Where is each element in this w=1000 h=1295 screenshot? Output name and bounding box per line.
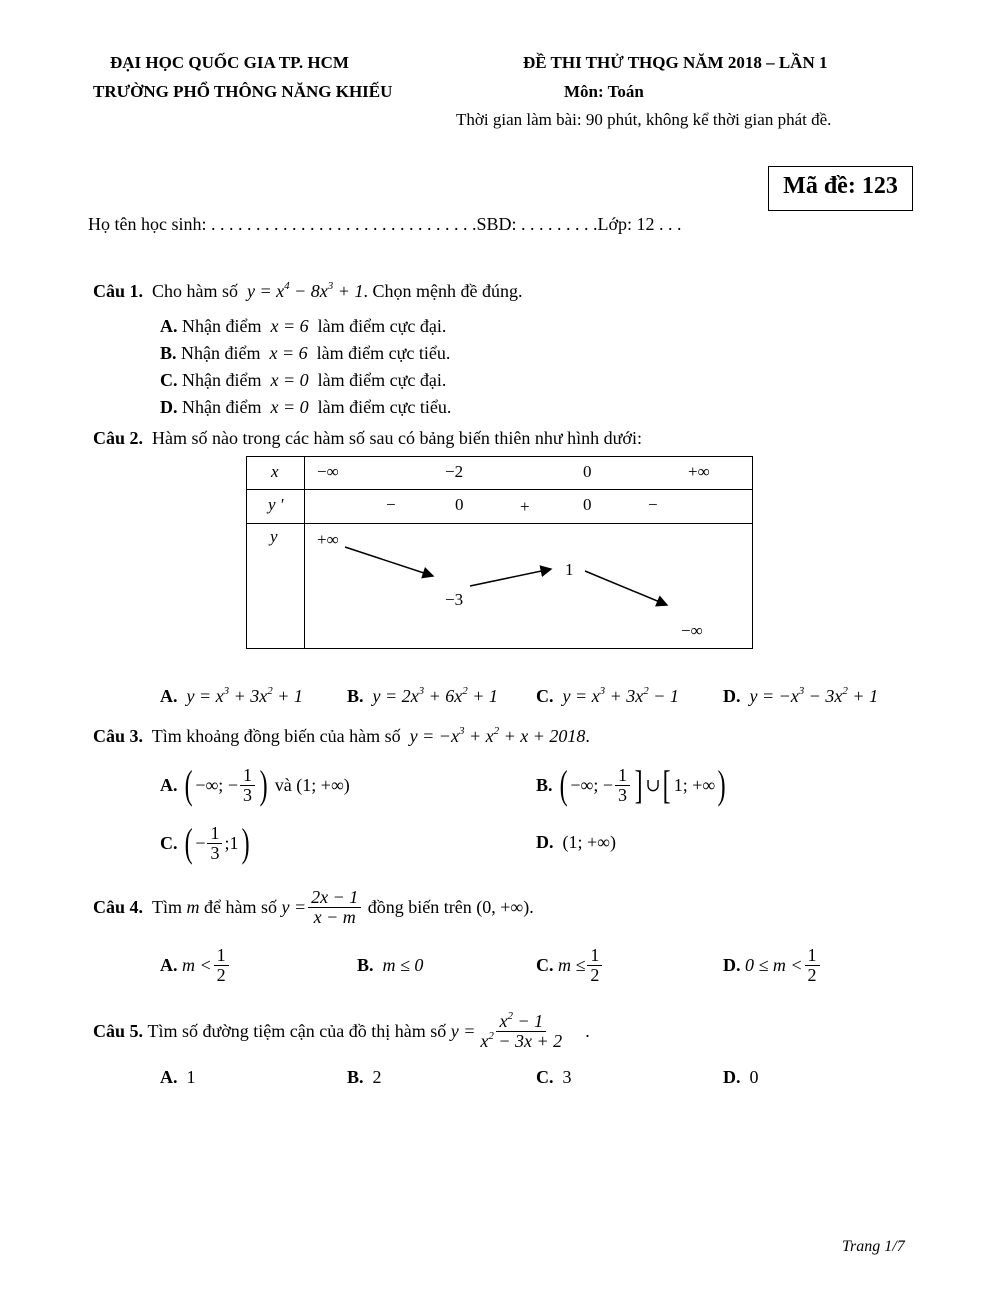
option-a[interactable] (160, 940, 231, 990)
option-text: Nhận điểm (182, 370, 262, 390)
option-a[interactable]: A. ( −∞; − $\frac{1}{3}$ ) và (1; +∞) (160, 762, 350, 807)
option-key: D. (723, 1067, 741, 1087)
option-key: C. (536, 954, 554, 975)
option-text: Nhận điểm (181, 343, 261, 363)
fraction: $\frac{1}{2}$ (587, 946, 602, 985)
option-key: C. (536, 686, 554, 706)
question-text: để hàm số (204, 896, 277, 917)
table-cell: +∞ (317, 530, 339, 549)
question-text: Tìm (152, 896, 183, 917)
option-c[interactable] (536, 686, 679, 707)
option-b[interactable] (160, 343, 450, 364)
option-key: D. (160, 397, 178, 417)
math-formula: $y = -x^3 - 3x^2 + 1$ (749, 685, 879, 706)
table-cell: x (271, 462, 279, 481)
math-formula: y = (281, 896, 307, 917)
math-formula: x = 0 (270, 397, 309, 417)
question-2 (93, 428, 642, 449)
option-b[interactable] (347, 686, 498, 707)
option-key: B. (347, 686, 364, 706)
variation-arrows (305, 524, 752, 649)
math-formula: $y = x^3 + 3x^2 + 1$ (186, 685, 303, 706)
math-var: m (186, 896, 200, 917)
fraction: $\frac{1}{3}$ (207, 824, 222, 863)
question-text: Tìm số đường tiệm cận của đồ thị hàm số (147, 1020, 447, 1041)
table-cell: 0 (455, 495, 464, 514)
table-cell: +∞ (688, 462, 710, 481)
math-formula: $y = x^3 + 3x^2 - 1$ (562, 685, 679, 706)
fraction: $\frac{1}{3}$ (240, 766, 255, 805)
arrow-decreasing (585, 571, 667, 605)
math-formula: −∞; − (570, 774, 613, 795)
question-label: Câu 1. (93, 281, 144, 301)
option-d[interactable] (723, 940, 822, 990)
math-formula: − (195, 832, 206, 853)
option-d[interactable] (536, 832, 616, 853)
option-key: D. (536, 832, 554, 852)
question-1 (93, 281, 522, 302)
option-key: A. (160, 316, 178, 336)
option-text: và (274, 774, 292, 795)
math-formula: x = 0 (270, 370, 309, 390)
math-formula: $y = -x^3 + x^2 + x + 2018$ (405, 725, 586, 746)
option-text: Nhận điểm (182, 316, 262, 336)
question-text: đồng biến trên (367, 896, 472, 917)
option-c[interactable] (160, 370, 446, 391)
math-formula: m ≤ 0 (382, 955, 424, 975)
option-key: B. (347, 1067, 364, 1087)
option-key: A. (160, 954, 178, 975)
math-formula: m < (182, 954, 212, 975)
arrow-increasing (470, 569, 551, 586)
row-header-y (247, 524, 305, 649)
table-cell: 0 (583, 495, 592, 514)
option-text: 1 (186, 1067, 196, 1087)
option-key: B. (357, 955, 374, 975)
option-key: D. (723, 686, 741, 706)
option-c[interactable]: C. ( − $\frac{1}{3}$ ;1 ) (160, 820, 250, 865)
row-y-values (305, 524, 753, 649)
option-text: Nhận điểm (182, 397, 262, 417)
option-text: làm điểm cực tiểu. (316, 343, 451, 363)
option-b[interactable]: B. ( −∞; − $\frac{1}{3}$ ] ∪ [ 1; +∞ ) (536, 762, 726, 807)
school-name: TRƯỜNG PHỔ THÔNG NĂNG KHIẾU (93, 82, 393, 101)
math-formula: x = 6 (270, 316, 309, 336)
row-header-x (247, 457, 305, 490)
question-label: Câu 4. (93, 896, 144, 917)
fraction: $\frac{1}{2}$ (214, 946, 229, 985)
option-text: làm điểm cực đại. (317, 370, 447, 390)
question-text: . Chọn mệnh đề đúng. (363, 281, 523, 301)
math-formula: (1; +∞) (562, 832, 616, 852)
student-info-line: Họ tên học sinh: . . . . . . . . . . . . . . . . . . . . . . . . . . . . . .SBD: . . . . . . . . .Lớp: 12 . . . (88, 214, 682, 234)
option-key: C. (536, 1067, 554, 1087)
option-a[interactable] (160, 1067, 196, 1088)
arrow-decreasing (345, 547, 433, 576)
option-d[interactable] (160, 397, 451, 418)
math-formula: (0, +∞) (476, 896, 530, 917)
option-c[interactable] (536, 940, 604, 990)
option-text: làm điểm cực đại. (317, 316, 447, 336)
row-header-yp (247, 490, 305, 524)
option-key: B. (160, 343, 177, 363)
option-b[interactable] (347, 1067, 382, 1088)
math-formula: ∪ (645, 774, 661, 795)
option-text: 3 (562, 1067, 572, 1087)
fraction: $\frac{1}{3}$ (615, 766, 630, 805)
question-label: Câu 2. (93, 428, 144, 448)
question-label: Câu 3. (93, 726, 144, 746)
table-cell: y (270, 527, 278, 546)
university-name: ĐẠI HỌC QUỐC GIA TP. HCM (110, 53, 349, 72)
exam-code-box: Mã đề: 123 (768, 166, 913, 211)
question-text: Hàm số nào trong các hàm số sau có bảng biến thiên như hình dưới: (152, 428, 642, 448)
option-key: B. (536, 774, 553, 795)
question-text: Cho hàm số (152, 281, 239, 301)
table-cell: 1 (565, 560, 574, 579)
math-formula: −∞; − (195, 774, 238, 795)
table-cell: + (520, 497, 530, 516)
row-x-values (305, 457, 753, 490)
table-cell: − (648, 495, 658, 514)
table-cell: −∞ (317, 462, 339, 481)
subject: Môn: Toán (564, 82, 644, 101)
option-key: D. (723, 954, 741, 975)
option-key: A. (160, 686, 178, 706)
math-formula: y = (450, 1020, 476, 1041)
table-cell: −3 (445, 590, 464, 609)
math-formula: $y = 2x^3 + 6x^2 + 1$ (372, 685, 498, 706)
math-formula: $y = x^4 - 8x^3 + 1$ (242, 280, 364, 301)
option-a[interactable] (160, 686, 303, 707)
option-c[interactable] (536, 1067, 572, 1088)
table-cell: 0 (583, 462, 592, 481)
time-limit: Thời gian làm bài: 90 phút, không kể thời gian phát đề. (456, 110, 832, 129)
option-d[interactable] (723, 1067, 759, 1088)
option-key: C. (160, 832, 178, 853)
table-cell: −2 (445, 462, 464, 481)
exam-title: ĐỀ THI THỬ THQG NĂM 2018 – LẦN 1 (523, 53, 828, 72)
option-text: làm điểm cực tiểu. (317, 397, 452, 417)
option-b[interactable] (357, 955, 423, 976)
math-formula: 1; +∞ (673, 774, 716, 795)
option-text: 0 (749, 1067, 759, 1087)
option-text: 2 (372, 1067, 382, 1087)
math-formula: x = 6 (269, 343, 308, 363)
question-4: Câu 4. Tìm m để hàm số y = $\frac{2x - 1}{x - m}$ đồng biến trên (0, +∞) . (93, 886, 534, 927)
math-formula: m ≤ (558, 954, 586, 975)
fraction: $\frac{x^2 - 1}{x^2 - 3x + 2}$ (480, 1009, 563, 1051)
page-number: Trang 1/7 (842, 1238, 905, 1255)
option-key: A. (160, 1067, 178, 1087)
table-cell: −∞ (681, 621, 703, 640)
math-formula: (1; +∞) (296, 774, 350, 795)
math-formula: ;1 (224, 832, 239, 853)
table-cell: y ' (268, 495, 284, 514)
option-key: C. (160, 370, 178, 390)
fraction: $\frac{1}{2}$ (805, 946, 820, 985)
question-5: Câu 5. Tìm số đường tiệm cận của đồ thị hàm số y = $\frac{x^2 - 1}{x^2 - 3x + 2}$ . (93, 1009, 590, 1051)
math-formula: 0 ≤ m < (745, 954, 803, 975)
fraction: $\frac{2x - 1}{x - m}$ (308, 888, 361, 927)
option-key: A. (160, 774, 178, 795)
row-yp-values (305, 490, 753, 524)
variation-table (246, 456, 753, 649)
question-3: Câu 3. Tìm khoảng đồng biến của hàm số $y = -x^3 + x^2 + x + 2018$. (93, 725, 590, 746)
option-d[interactable] (723, 686, 878, 707)
table-cell: − (386, 495, 396, 514)
option-a[interactable] (160, 316, 446, 337)
question-text: Tìm khoảng đồng biến của hàm số (151, 726, 401, 746)
question-label: Câu 5. (93, 1020, 144, 1041)
